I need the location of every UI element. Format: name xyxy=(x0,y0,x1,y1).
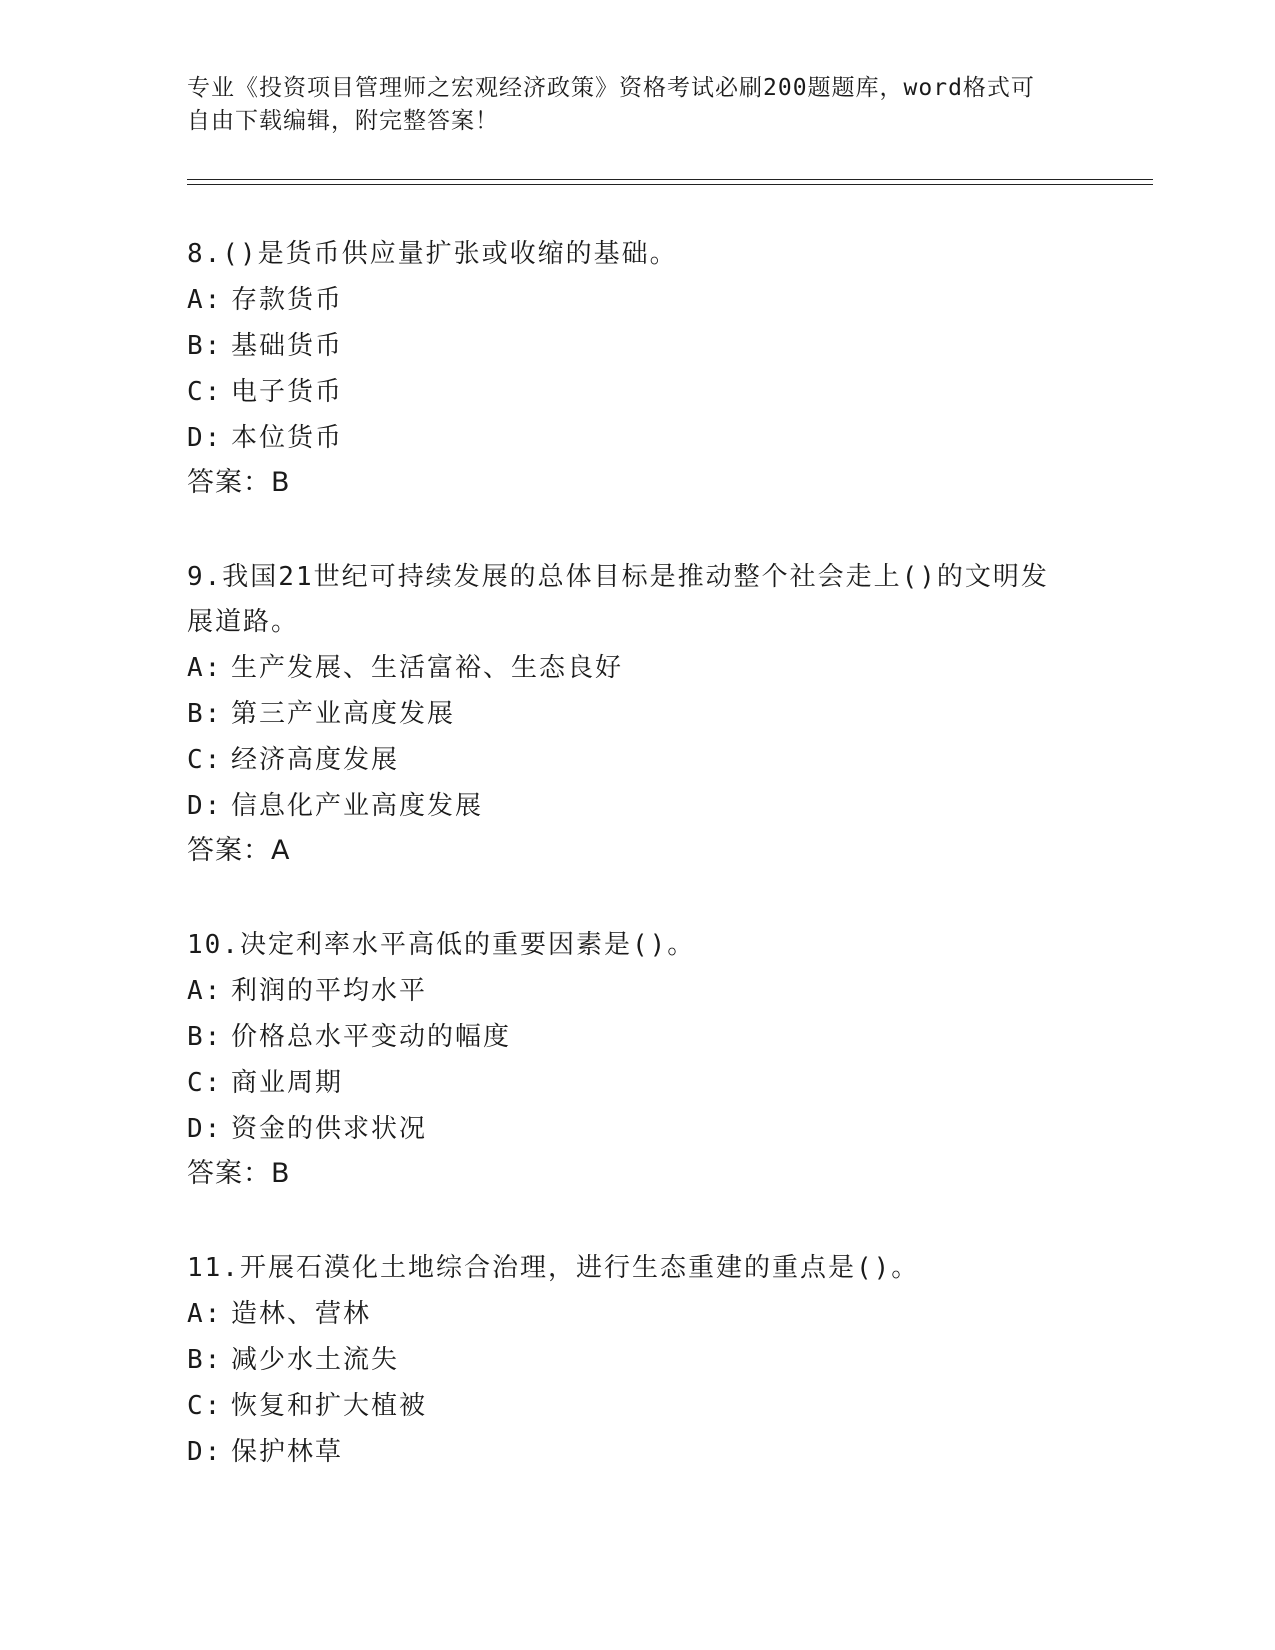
option-key: B: xyxy=(187,1022,223,1052)
option-text: 资金的供求状况 xyxy=(231,1114,428,1144)
header-divider-top xyxy=(187,179,1153,180)
option-text: 利润的平均水平 xyxy=(231,976,428,1006)
document-header xyxy=(187,72,1067,138)
question-8 xyxy=(187,232,1087,505)
option-c xyxy=(187,1060,1087,1106)
question-stem xyxy=(187,1246,1087,1291)
option-text: 恢复和扩大植被 xyxy=(231,1391,428,1421)
question-11 xyxy=(187,1246,1087,1475)
option-c xyxy=(187,737,1087,783)
question-stem-line: 10.决定利率水平高低的重要因素是()。 xyxy=(187,930,696,960)
question-9 xyxy=(187,555,1087,873)
question-stem-line: 9.我国21世纪可持续发展的总体目标是推动整个社会走上()的文明发 xyxy=(187,562,1049,592)
option-key: A: xyxy=(187,1299,223,1329)
option-c xyxy=(187,369,1087,415)
option-text: 生产发展、生活富裕、生态良好 xyxy=(231,653,624,683)
question-stem-line: 展道路。 xyxy=(187,607,300,637)
header-divider-bottom xyxy=(187,184,1153,185)
header-line-1: 专业《投资项目管理师之宏观经济政策》资格考试必刷200题题库，word格式可 xyxy=(187,75,1035,101)
option-text: 造林、营林 xyxy=(231,1299,372,1329)
question-10 xyxy=(187,923,1087,1196)
option-d xyxy=(187,1106,1087,1152)
option-key: A: xyxy=(187,285,223,315)
option-key: D: xyxy=(187,423,223,453)
option-a xyxy=(187,277,1087,323)
option-d xyxy=(187,783,1087,829)
option-key: C: xyxy=(187,745,223,775)
option-d xyxy=(187,415,1087,461)
option-key: C: xyxy=(187,377,223,407)
option-text: 第三产业高度发展 xyxy=(231,699,456,729)
option-text: 电子货币 xyxy=(231,377,344,407)
option-key: B: xyxy=(187,699,223,729)
question-stem xyxy=(187,555,1087,645)
option-a xyxy=(187,1291,1087,1337)
option-key: C: xyxy=(187,1068,223,1098)
option-b xyxy=(187,691,1087,737)
option-text: 保护林草 xyxy=(231,1437,344,1467)
question-stem-line: 11.开展石漠化土地综合治理，进行生态重建的重点是()。 xyxy=(187,1253,920,1283)
question-stem xyxy=(187,923,1087,968)
option-key: D: xyxy=(187,791,223,821)
option-a xyxy=(187,645,1087,691)
option-text: 减少水土流失 xyxy=(231,1345,400,1375)
option-b xyxy=(187,323,1087,369)
option-key: A: xyxy=(187,976,223,1006)
option-key: D: xyxy=(187,1437,223,1467)
option-c xyxy=(187,1383,1087,1429)
option-text: 基础货币 xyxy=(231,331,344,361)
option-text: 存款货币 xyxy=(231,285,344,315)
option-text: 价格总水平变动的幅度 xyxy=(231,1022,512,1052)
option-key: A: xyxy=(187,653,223,683)
answer-label: 答案：B xyxy=(187,1158,291,1189)
option-text: 商业周期 xyxy=(231,1068,344,1098)
option-key: B: xyxy=(187,331,223,361)
header-line-2: 自由下载编辑，附完整答案！ xyxy=(187,108,499,134)
answer-label: 答案：A xyxy=(187,835,291,866)
question-stem-line: 8.()是货币供应量扩张或收缩的基础。 xyxy=(187,239,678,269)
option-key: B: xyxy=(187,1345,223,1375)
question-stem xyxy=(187,232,1087,277)
option-b xyxy=(187,1337,1087,1383)
question-list xyxy=(187,232,1087,1475)
option-text: 本位货币 xyxy=(231,423,344,453)
option-text: 信息化产业高度发展 xyxy=(231,791,484,821)
option-key: D: xyxy=(187,1114,223,1144)
option-key: C: xyxy=(187,1391,223,1421)
option-b xyxy=(187,1014,1087,1060)
option-text: 经济高度发展 xyxy=(231,745,400,775)
answer-label: 答案：B xyxy=(187,467,291,498)
option-d xyxy=(187,1429,1087,1475)
option-a xyxy=(187,968,1087,1014)
